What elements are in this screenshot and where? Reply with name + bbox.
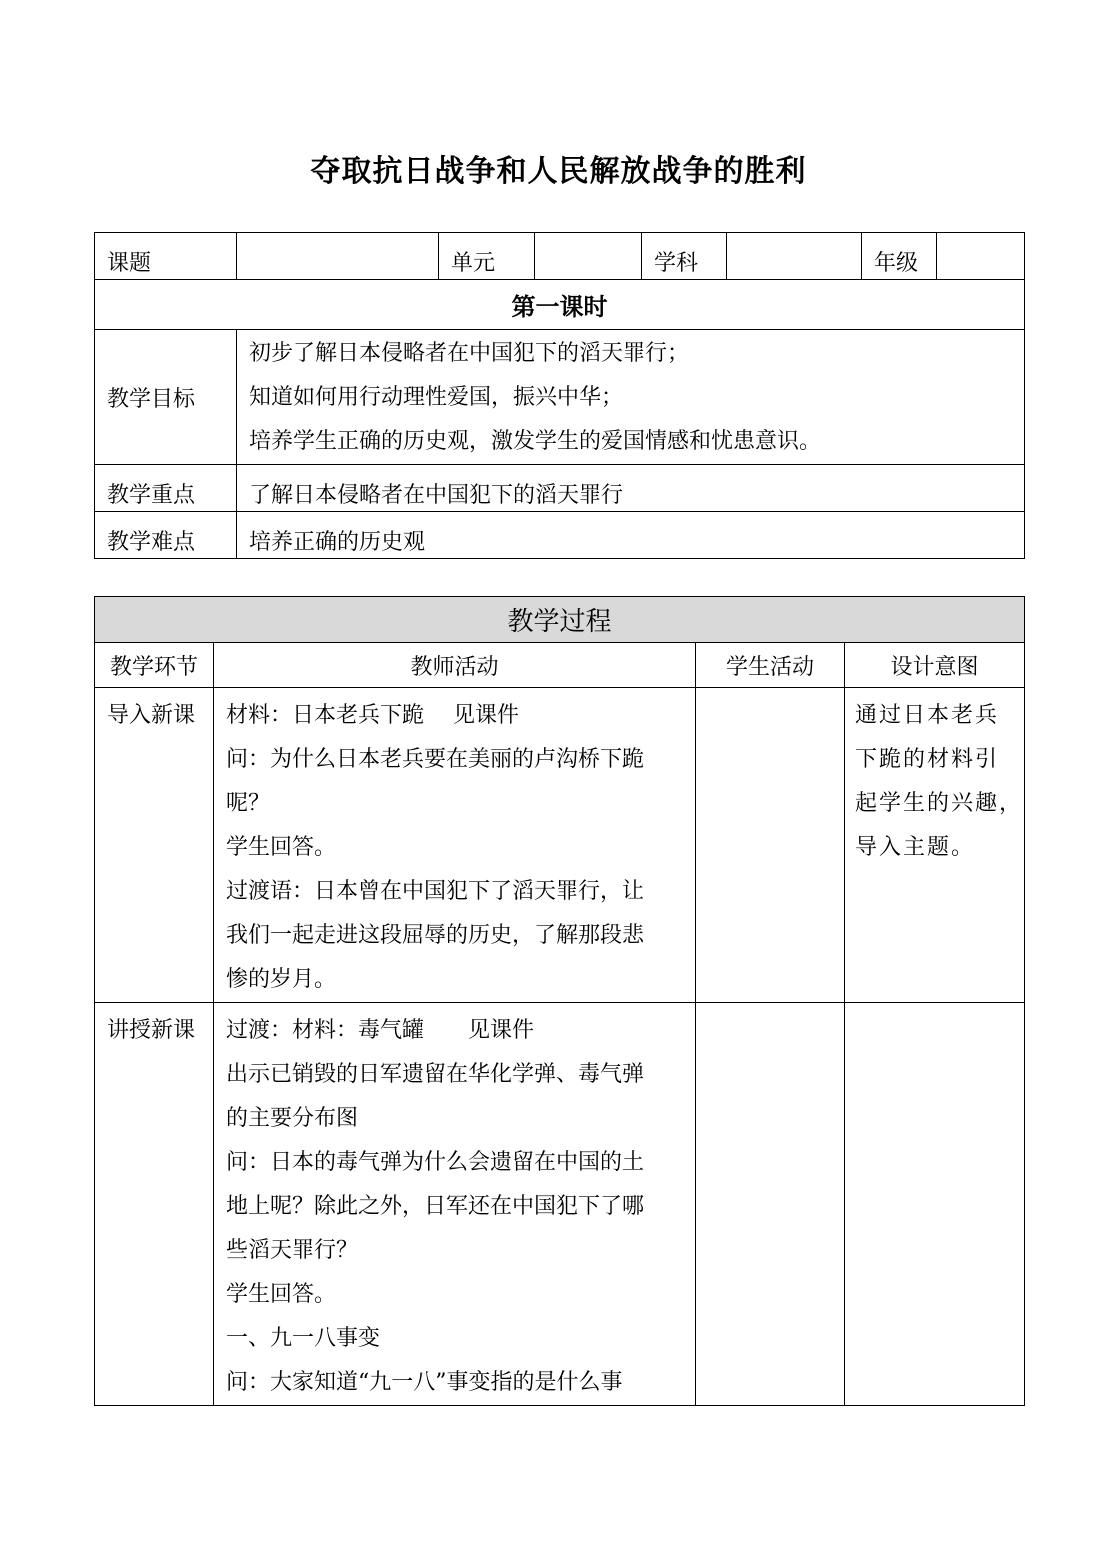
goal-item: 知道如何用行动理性爱国，振兴中华； <box>249 385 624 410</box>
table-row <box>95 1003 1025 1406</box>
subject-value <box>727 233 862 280</box>
student-activity-cell <box>696 688 845 1003</box>
column-header: 教学环节 <box>95 643 214 688</box>
difficult-points-value: 培养正确的历史观 <box>237 512 1025 559</box>
goal-item: 培养学生正确的历史观，激发学生的爱国情感和忧患意识。 <box>249 429 822 454</box>
lesson-period: 第一课时 <box>95 280 1025 330</box>
goals-content <box>237 330 1025 465</box>
activity-line: 我们一起走进这段屈辱的历史，了解那段悲 <box>226 923 645 948</box>
activity-line: 过渡语：日本曾在中国犯下了滔天罪行，让 <box>226 879 645 904</box>
grade-label: 年级 <box>862 233 937 280</box>
column-header: 学生活动 <box>696 643 845 688</box>
activity-line: 些滔天罪行？ <box>226 1238 359 1263</box>
process-column-header-row <box>95 643 1025 688</box>
goals-row <box>95 330 1025 465</box>
goals-label: 教学目标 <box>95 330 237 465</box>
activity-line: 问：大家知道“九一八”事变指的是什么事 <box>226 1370 623 1395</box>
unit-value <box>535 233 642 280</box>
activity-line: 地上呢？除此之外，日军还在中国犯下了哪 <box>226 1194 645 1219</box>
intent-line: 起学生的兴趣， <box>855 791 1024 816</box>
activity-line: 过渡：材料：毒气罐 见课件 <box>226 1018 535 1043</box>
activity-line: 出示已销毁的日军遗留在华化学弹、毒气弹 <box>226 1062 645 1087</box>
difficult-points-row <box>95 512 1025 559</box>
stage-cell: 讲授新课 <box>95 1003 214 1406</box>
key-points-value: 了解日本侵略者在中国犯下的滔天罪行 <box>237 465 1025 512</box>
teacher-activity-cell <box>214 688 696 1003</box>
key-points-label: 教学重点 <box>95 465 237 512</box>
key-points-row <box>95 465 1025 512</box>
activity-line: 惨的岁月。 <box>226 967 337 992</box>
unit-label: 单元 <box>439 233 535 280</box>
intent-line: 下跪的材料引 <box>855 747 1000 772</box>
activity-line: 材料：日本老兵下跪 见课件 <box>226 703 519 728</box>
difficult-points-label: 教学难点 <box>95 512 237 559</box>
activity-line: 一、九一八事变 <box>226 1326 381 1351</box>
student-activity-cell <box>696 1003 845 1406</box>
grade-value <box>937 233 1025 280</box>
topic-value <box>237 233 439 280</box>
lesson-row <box>95 280 1025 330</box>
design-intent-cell <box>845 688 1025 1003</box>
activity-line: 学生回答。 <box>226 1282 337 1307</box>
document-title: 夺取抗日战争和人民解放战争的胜利 <box>310 154 807 189</box>
activity-line: 呢？ <box>226 791 271 816</box>
goal-item: 初步了解日本侵略者在中国犯下的滔天罪行； <box>249 341 690 366</box>
activity-line: 的主要分布图 <box>226 1106 359 1131</box>
topic-label: 课题 <box>95 233 237 280</box>
process-heading: 教学过程 <box>95 597 1025 643</box>
activity-line: 问：日本的毒气弹为什么会遗留在中国的土 <box>226 1150 645 1175</box>
subject-label: 学科 <box>642 233 727 280</box>
column-header: 设计意图 <box>845 643 1025 688</box>
teaching-process-table <box>94 596 1025 1406</box>
intent-line: 导入主题。 <box>855 835 976 860</box>
process-heading-row <box>95 597 1025 643</box>
info-header-row <box>95 233 1025 280</box>
teacher-activity-cell <box>214 1003 696 1406</box>
design-intent-cell <box>845 1003 1025 1406</box>
intent-line: 通过日本老兵 <box>855 703 1000 728</box>
activity-line: 问：为什么日本老兵要在美丽的卢沟桥下跪 <box>226 747 645 772</box>
table-row <box>95 688 1025 1003</box>
column-header: 教师活动 <box>214 643 696 688</box>
lesson-info-table <box>94 232 1025 559</box>
activity-line: 学生回答。 <box>226 835 337 860</box>
stage-cell: 导入新课 <box>95 688 214 1003</box>
